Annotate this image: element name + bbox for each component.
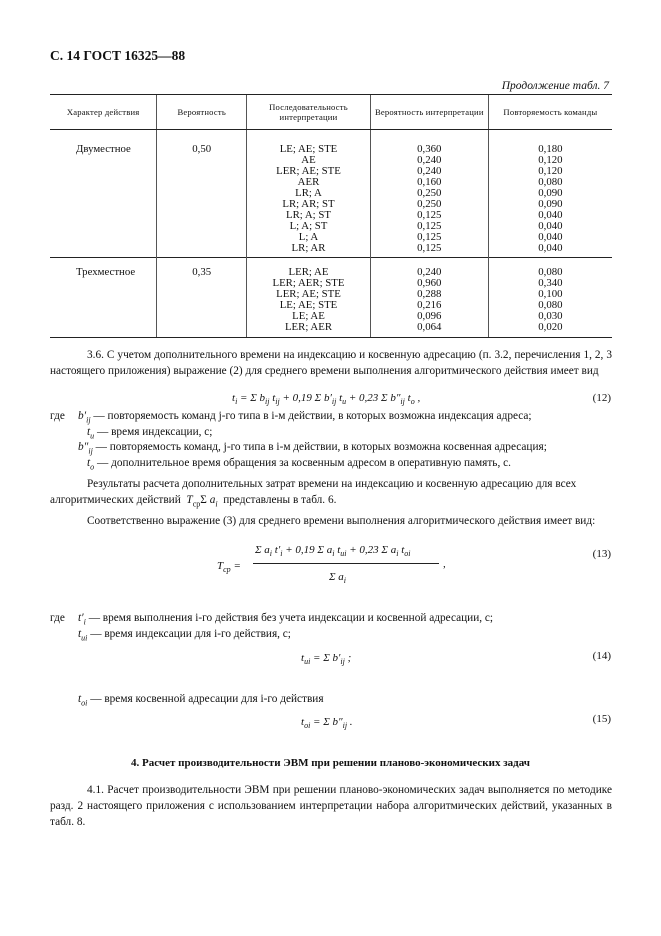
cell-line: 0,240 [417, 154, 442, 166]
col-header-repeatability: Повторяемость команды [488, 95, 612, 130]
cell-line: LR; AR; ST [282, 198, 335, 210]
cell-line: 0,250 [417, 187, 442, 199]
definition-t-index: $t_и$ — время индексации, с; [87, 426, 213, 441]
definition-text: — время индексации для i-го действия, с; [90, 628, 291, 640]
sequence-cell [247, 258, 371, 338]
cell-line: 0,216 [417, 299, 442, 311]
cell-line: 0,040 [538, 220, 563, 232]
cell-line: 0,180 [538, 143, 563, 155]
cell-line: LER; AER [284, 321, 333, 333]
cell-line: LER; AER; STE [272, 277, 345, 289]
cell-line: 0,125 [417, 209, 442, 221]
cell-line: 0,125 [417, 242, 442, 254]
interp-prob-cell [370, 130, 488, 258]
repeatability-cell [488, 258, 612, 338]
definition-text: — дополнительное время обращения за косвенным адресом в оперативную память, с. [96, 457, 511, 469]
definition-t-i-prime: $t'_i$ — время выполнения i-го действия без учета индексации и косвенной адресации, с; [78, 612, 494, 627]
repeatability-cell [488, 130, 612, 258]
paragraph-3-6: 3.6. С учетом дополнительного времени на индексацию и косвенную адресацию (п. 3.2, перечисления 1, 2, 3 настоящего приложения) выражение (2) для среднего времени выполнения алгоритмического действия имеет вид [50, 349, 612, 377]
cell-line: 0,360 [417, 143, 442, 155]
definition-t-oi: $t_{оi}$ — время косвенной адресации для i-го действия [78, 693, 324, 708]
cell-line: L; A; ST [289, 220, 328, 232]
definition-t-ui: $t_{иi}$ — время индексации для i-го действия, с; [78, 628, 291, 643]
cell-line: 0,125 [417, 231, 442, 243]
cell-line: 0,020 [538, 321, 563, 333]
definition-b-double-prime: $b''_{ij}$ — повторяемость команд, j-го типа в i-м действии, в которых возможна косвенная адресация; [78, 441, 547, 456]
equation-15-number: (15) [592, 713, 611, 725]
cell-line: 0,030 [538, 310, 563, 322]
cell-line: 0,288 [417, 288, 442, 300]
results-text-line2: алгоритмических действий $T_{ср}\Sigma$ $a_i$ представлены в табл. 6. [50, 494, 337, 509]
cell-line: 0,040 [538, 242, 563, 254]
cell-line: 0,240 [417, 266, 442, 278]
cell-line: LR; A [295, 187, 322, 199]
cell-line: 0,040 [538, 231, 563, 243]
section-4-title: 4. Расчет производительности ЭВМ при решении планово-экономических задач [131, 757, 530, 769]
where-label-1: где [50, 410, 65, 422]
paragraph-4-1: 4.1. Расчет производительности ЭВМ при решении планово-экономических задач выполняется по методике разд. 2 настоящего приложения с использованием интерпретации набора алгоритмических действий, указанных в табл. 8. [50, 784, 612, 828]
interp-prob-cell [370, 258, 488, 338]
page-header: С. 14 ГОСТ 16325—88 [50, 48, 186, 63]
definition-text: — время индексации, с; [96, 426, 213, 438]
results-text-part: алгоритмических действий [50, 494, 181, 506]
cell-line: 0,240 [417, 165, 442, 177]
sequence-cell [247, 130, 371, 258]
cell-line: 0,040 [538, 209, 563, 221]
cell-line: 0,090 [538, 198, 563, 210]
cell-line: AER [297, 176, 320, 188]
cell-line: 0,120 [538, 154, 563, 166]
equation-14-number: (14) [592, 650, 611, 662]
cell-line: 0,080 [538, 299, 563, 311]
equation-12-number: (12) [592, 392, 611, 404]
col-header-interp-prob: Вероятность интерпретации [370, 95, 488, 130]
cell-line: LER; AE [288, 266, 329, 278]
cell-line: LR; AR [291, 242, 326, 254]
probability-cell: 0,35 [157, 258, 247, 338]
definition-b-prime: $b'_{ij}$ — повторяемость команд j-го типа в i-м действии, в которых возможна индексация адреса; [78, 410, 532, 425]
cell-line: 0,160 [417, 176, 442, 188]
cell-line: 0,120 [538, 165, 563, 177]
cell-line: 0,064 [417, 321, 442, 333]
cell-line: 0,125 [417, 220, 442, 232]
cell-line: LE; AE; STE [279, 143, 338, 155]
equation-13-number: (13) [592, 548, 611, 560]
col-header-action: Характер действия [50, 95, 157, 130]
cell-line: 0,960 [417, 277, 442, 289]
cell-line: LE; AE; STE [279, 299, 338, 311]
results-text-line1: Результаты расчета дополнительных затрат времени на индексацию и косвенную адресацию для всех [87, 478, 577, 490]
results-text-part: представлены в табл. 6. [223, 494, 337, 506]
cell-line: LE; AE [292, 310, 325, 322]
cell-line: 0,090 [538, 187, 563, 199]
paragraph-eq3: Соответственно выражение (3) для среднего времени выполнения алгоритмического действия имеет вид: [87, 515, 596, 527]
equation-15: $t_{оi} = \Sigma$ $b''_{ij}$ . [301, 716, 353, 731]
cell-line: LER; AE; STE [276, 165, 341, 177]
table-continuation-label: Продолжение табл. 7 [501, 80, 609, 92]
cell-line: 0,096 [417, 310, 442, 322]
action-cell: Трехместное [50, 258, 157, 338]
equation-14: $t_{иi} = \Sigma$ $b'_{ij}$ ; [301, 652, 352, 667]
table-row [50, 130, 612, 258]
definition-text: — время косвенной адресации для i-го действия [90, 693, 324, 705]
cell-line: AE [301, 154, 316, 166]
cell-line: LER; AE; STE [276, 288, 341, 300]
cell-line: 0,100 [538, 288, 563, 300]
col-header-sequence: Последовательность интерпретации [247, 95, 371, 130]
equation-13: $T_{ср}$ = Σ $a_i$ $t'_i + 0,19$ Σ $a_i$ $t_{иi} + 0,23$ Σ $a_i$ $t_{оi}$ , Σ $a_i$ [217, 544, 446, 586]
cell-line: 0,250 [417, 198, 442, 210]
definition-text: — повторяемость команд j-го типа в i-м действии, в которых возможна индексация адреса; [93, 410, 532, 422]
col-header-probability: Вероятность [157, 95, 247, 130]
definition-text: — время выполнения i-го действия без учета индексации и косвенной адресации, с; [88, 612, 494, 624]
cell-line: L; A [298, 231, 319, 243]
definition-text: — повторяемость команд, j-го типа в i-м действии, в которых возможна косвенная адресация; [95, 441, 547, 453]
probability-cell: 0,50 [157, 130, 247, 258]
action-cell: Двуместное [76, 143, 131, 155]
cell-line: LR; A; ST [285, 209, 331, 221]
table-7 [50, 94, 612, 338]
table-row [50, 258, 612, 338]
cell-line: 0,340 [538, 277, 563, 289]
cell-line: 0,080 [538, 266, 563, 278]
cell-line: 0,080 [538, 176, 563, 188]
definition-t-o: $t_о$ — дополнительное время обращения за косвенным адресом в оперативную память, с. [87, 457, 511, 472]
where-label-2: где [50, 612, 65, 624]
equation-12: $t_i = \Sigma$ $b_{ij}$ $t_{ij} + 0,19$ Σ $b'_{ij}$ $t_и + 0,23$ Σ $b''_{ij}$ $t_о$ , [232, 392, 421, 407]
